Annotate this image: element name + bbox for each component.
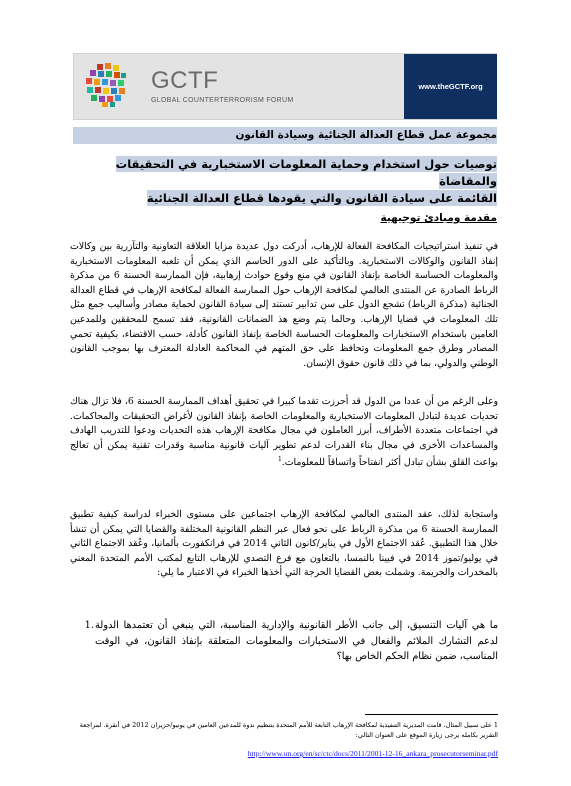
footnote-reference[interactable]: 1 bbox=[277, 456, 282, 464]
paragraph-3: واستجابة لذلك، عقد المنتدى العالمي لمكافحة الإرهاب اجتماعين على مستوى الخبراء لدراسة كيفية تطبيق الممارسة الحسنة 6 من مذكرة الرباط على نحو فعال عبر النظم القانونية المختلفة والقضايا التي يمكن أن تنشأ خلال هذا التطبيق. عُقد الاجتماع الأول في يناير/كانون الثاني 2014 في فرانكفورت بألمانيا، وعُقد الاجتماع الثاني في يوليو/تموز 2014 في فيينا بالنمسا، بالتعاون مع فرع التصدي للإرهاب التابع لمكتب الأمم المتحدة المعني بالمخدرات والجريمة. وشملت بعض القضايا الحرجة التي أخذها الخبراء في الاعتبار ما يلي: bbox=[70, 509, 498, 579]
footnote-text: 1 على سبيل المثال، قامت المديرية التنفيذية لمكافحة الإرهاب التابعة للأمم المتحدة بتنظيم ندوة للمدعين العامين في يونيو/حزيران 2012 في أنقرة. لمراجعة التقرير بكامله يرجى زيارة الموقع على العنوان التالي: bbox=[79, 721, 498, 739]
intro-heading: مقدمة ومبادئ توجيهية bbox=[380, 212, 497, 224]
list-item-number: 1. bbox=[84, 620, 94, 631]
working-group-title: مجموعة عمل قطاع العدالة الجنائية وسيادة القانون bbox=[73, 127, 497, 144]
paragraph-1: في تنفيذ استراتيجيات المكافحة الفعالة للإرهاب، أدركت دول عديدة مزايا العلاقة التعاونية والتآزرية بين وكالات إنفاذ القانون والوكالات الاستخبارية. وبالتأكيد على الدور الحاسم الذي يمكن أن تلعبه المعلومات الاستخبارية والمعلومات الحساسة الخاصة بإنفاذ القانون في منع وقوع حوادث إرهابية، فإن الممارسة الحسنة 6 من مذكرة الرباط الصادرة عن المنتدى العالمي لمكافحة الإرهاب حول الممارسة الفعالة لمكافحة الإرهاب في قطاع العدالة الجنائية (مذكرة الرباط) تشجع الدول على سن تدابير تستند إلى سيادة القانون لحماية مصادر وأساليب جمع مثل تلك المعلومات في قضايا الإرهاب. وحالما يتم وضع هذ الضمانات القانونية، فقد تسمح للمحققين وللمدعين العامين باستخدام الاستخبارات والمعلومات الحساسة الخاصة بإنفاذ القانون كأدلة، حسب الاقتضاء، بكيفية تحمي المصادر وطرق جمع المعلومات وتحافظ على حق المتهم في المحاكمة العادلة المعترف بها بموجب القانون الوطني والدولي، بما في ذلك قانون حقوق الإنسان. bbox=[70, 241, 498, 369]
footnote-divider bbox=[365, 714, 498, 715]
recommendations-title-line1: توصيات حول استخدام وحماية المعلومات الاستخبارية في التحقيقات والمقاضاة bbox=[115, 157, 497, 188]
website-url[interactable]: www.theGCTF.org bbox=[404, 54, 497, 119]
logo-name: GCTF bbox=[151, 67, 219, 94]
paragraph-2 bbox=[70, 395, 498, 471]
recommendations-title bbox=[73, 156, 497, 207]
gctf-globe-logo-icon bbox=[83, 62, 129, 108]
list-item: ما هي آليات التنسيق، إلى جانب الأطر القانونية والإدارية المناسبة، التي ينبغي أن تعتمدها الدولة لدعم التشارك الملائم والفعال في الاستخبارات والمعلومات المتعلقة بإنفاذ القانون، في الوقت المناسب، ضمن نظام الحكم الخاص بها؟ bbox=[95, 620, 498, 662]
footnote-link[interactable]: http://www.un.org/en/sc/ctc/docs/2011/2001-12-16_ankara_prosecutorseminar.pdf bbox=[247, 749, 498, 758]
logo-subtitle: GLOBAL COUNTERTERRORISM FORUM bbox=[151, 97, 294, 104]
header-banner bbox=[73, 53, 497, 120]
paragraph-2-text: وعلى الرغم من أن عددا من الدول قد أحرزت تقدما كبيرا في تحقيق أهداف الممارسة الحسنة 6، فلا تزال هناك تحديات عديدة لتبادل المعلومات الاستخبارية والمعلومات الخاصة بإنفاذ القانون لأغراض التحقيقات والمحاكمات. في اجتماعات متعددة الأطراف، أبرز العاملون في مجال مكافحة الإرهاب هذه التحديات ودعوا للتدريب الهادف والمساعدات الأخرى في مجال بناء القدرات لدعم تطوير آليات قانونية مناسبة وقدرات تقنية يمكن أن تعالج بواعث القلق بشأن تبادل أكثر انفتاحاً واتساقاً للمعلومات. bbox=[70, 396, 498, 469]
recommendations-title-line2: القائمة على سيادة القانون والتي يقودها قطاع العدالة الجنائية bbox=[146, 191, 497, 205]
